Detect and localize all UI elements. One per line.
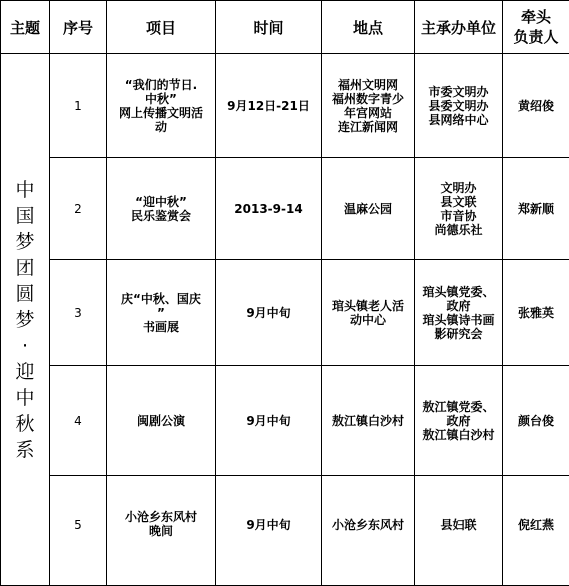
row-lead: 郑新顺	[503, 158, 569, 260]
table-row	[1, 476, 569, 586]
row-organizer: 市委文明办 县委文明办 县网络中心	[415, 54, 503, 158]
row-index: 4	[50, 366, 107, 476]
row-project: 闽剧公演	[107, 366, 216, 476]
header-row	[1, 1, 569, 54]
row-time: 9月中旬	[216, 260, 322, 366]
table-row	[1, 260, 569, 366]
table-row	[1, 366, 569, 476]
header-theme: 主题	[1, 1, 50, 54]
row-index: 1	[50, 54, 107, 158]
row-lead: 张雅英	[503, 260, 569, 366]
row-project: “迎中秋” 民乐鉴赏会	[107, 158, 216, 260]
row-index: 5	[50, 476, 107, 586]
row-project: 庆“中秋、国庆 ” 书画展	[107, 260, 216, 366]
row-location: 敖江镇白沙村	[322, 366, 415, 476]
row-time: 9月中旬	[216, 476, 322, 586]
row-time: 9月中旬	[216, 366, 322, 476]
row-location: 小沧乡东风村	[322, 476, 415, 586]
header-project: 项目	[107, 1, 216, 54]
row-organizer: 琯头镇党委、 政府 琯头镇诗书画 影研究会	[415, 260, 503, 366]
header-location: 地点	[322, 1, 415, 54]
row-index: 2	[50, 158, 107, 260]
header-organizer: 主承办单位	[415, 1, 503, 54]
row-location: 琯头镇老人活 动中心	[322, 260, 415, 366]
row-location: 福州文明网 福州数字青少 年宫网站 连江新闻网	[322, 54, 415, 158]
row-project: 小沧乡东风村 晚间	[107, 476, 216, 586]
table-row	[1, 54, 569, 158]
row-index: 3	[50, 260, 107, 366]
row-organizer: 文明办 县文联 市音协 尚德乐社	[415, 158, 503, 260]
row-time: 9月12日-21日	[216, 54, 322, 158]
header-index: 序号	[50, 1, 107, 54]
row-organizer: 敖江镇党委、 政府 敖江镇白沙村	[415, 366, 503, 476]
header-lead: 牵头 负责人	[503, 1, 569, 54]
row-project: “我们的节日. 中秋” 网上传播文明活 动	[107, 54, 216, 158]
row-lead: 倪红燕	[503, 476, 569, 586]
row-lead: 颜台俊	[503, 366, 569, 476]
theme-cell	[1, 54, 50, 586]
row-organizer: 县妇联	[415, 476, 503, 586]
row-lead: 黄绍俊	[503, 54, 569, 158]
row-location: 温麻公园	[322, 158, 415, 260]
header-time: 时间	[216, 1, 322, 54]
table-row	[1, 158, 569, 260]
theme-text: 中国梦团圆梦·迎中秋系	[14, 177, 36, 463]
row-time: 2013-9-14	[216, 158, 322, 260]
